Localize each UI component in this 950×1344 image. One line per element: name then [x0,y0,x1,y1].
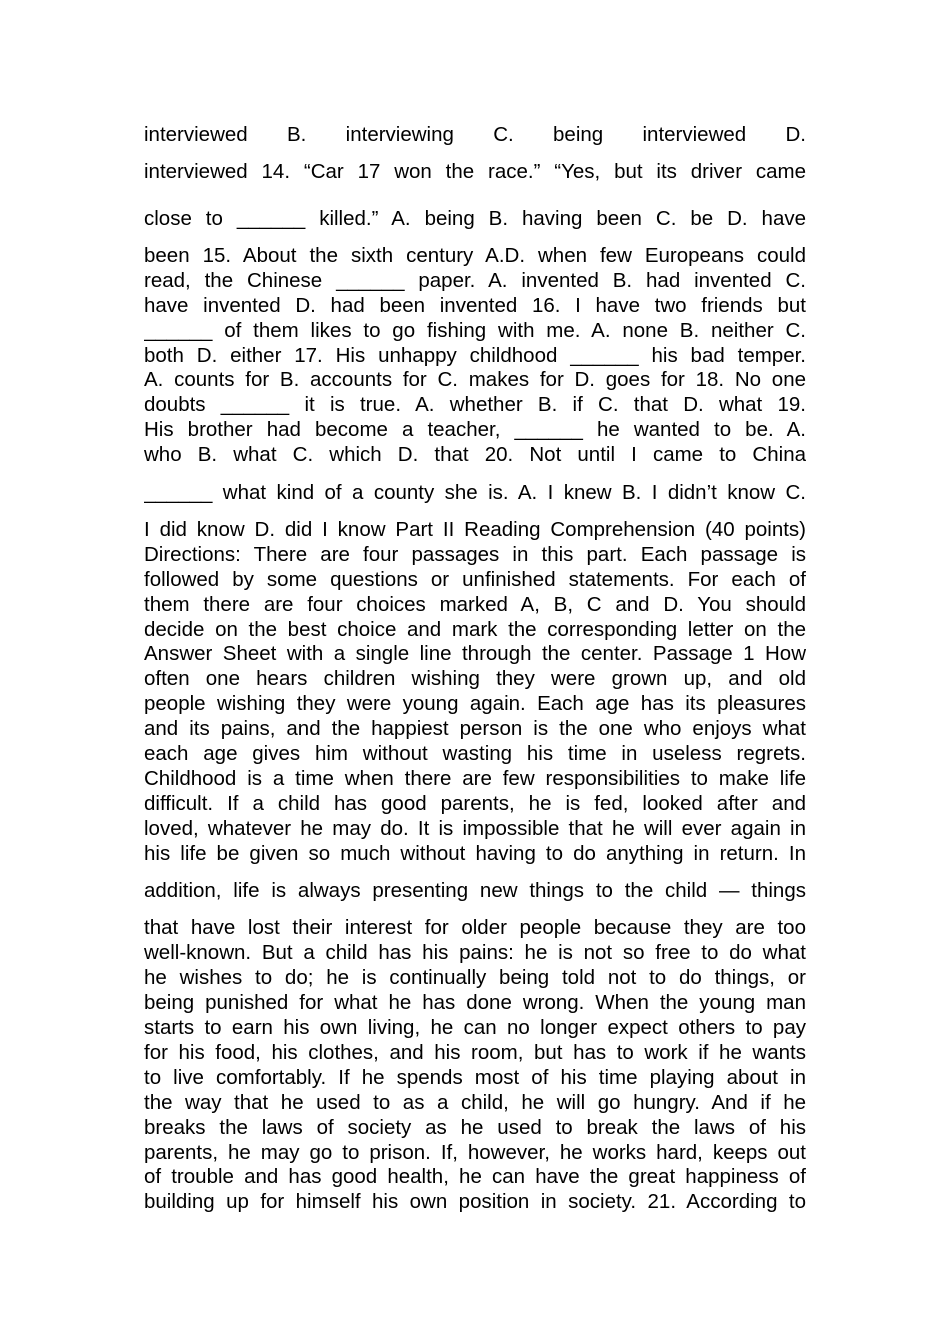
text-line: starts to earn his own living, he can no longer expect others to pay [144,1016,806,1040]
text-line: interviewed 14. “Car 17 won the race.” “Yes, but its driver came [144,160,806,183]
text-line: close to ______ killed.” A. being B. having been C. be D. have [144,207,806,230]
text-line: decide on the best choice and mark the corresponding letter on the [144,617,806,641]
text-line: doubts ______ it is true. A. whether B. if C. that D. what 19. [144,393,806,417]
text-line: building up for himself his own position in society. 21. According to [144,1190,806,1214]
text-line: Answer Sheet with a single line through the center. Passage 1 How [144,642,806,666]
text-line: interviewed B. interviewing C. being interviewed D. [144,123,806,146]
text-line: loved, whatever he may do. It is impossible that he will ever again in [144,816,806,840]
text-line: the way that he used to as a child, he will go hungry. And if he [144,1090,806,1114]
text-line: for his food, his clothes, and his room, but has to work if he wants [144,1040,806,1064]
text-line: often one hears children wishing they were grown up, and old [144,667,806,691]
text-line: both D. either 17. His unhappy childhood ______ his bad temper. [144,343,806,367]
text-line: he wishes to do; he is continually being told not to do things, or [144,966,806,990]
text-line: Childhood is a time when there are few responsibilities to make life [144,766,806,790]
text-line: been 15. About the sixth century A.D. when few Europeans could [144,244,806,267]
text-line: being punished for what he has done wrong. When the young man [144,991,806,1015]
text-line: breaks the laws of society as he used to break the laws of his [144,1115,806,1139]
text-line: addition, life is always presenting new things to the child — things [144,879,806,903]
text-line: difficult. If a child has good parents, he is fed, looked after and [144,791,806,815]
document-body [144,120,806,1215]
text-line: have invented D. had been invented 16. I have two friends but [144,293,806,317]
text-line: well-known. But a child has his pains: he is not so free to do what [144,941,806,965]
text-line: followed by some questions or unfinished statements. For each of [144,567,806,591]
text-line: of trouble and has good health, he can have the great happiness of [144,1165,806,1189]
text-line: I did know D. did I know Part II Reading Comprehension (40 points) [144,518,806,542]
text-line: his life be given so much without having to do anything in return. In [144,841,806,865]
text-line: Directions: There are four passages in this part. Each passage is [144,542,806,566]
text-line: each age gives him without wasting his time in useless regrets. [144,742,806,766]
text-line: who B. what C. which D. that 20. Not until I came to China [144,443,806,467]
text-line: people wishing they were young again. Each age has its pleasures [144,692,806,716]
text-line: ______ what kind of a county she is. A. I knew B. I didn’t know C. [144,481,806,505]
text-line: parents, he may go to prison. If, however, he works hard, keeps out [144,1140,806,1164]
text-line: read, the Chinese ______ paper. A. invented B. had invented C. [144,268,806,292]
text-line: and its pains, and the happiest person is the one who enjoys what [144,717,806,741]
text-line: His brother had become a teacher, ______ he wanted to be. A. [144,418,806,442]
text-line: that have lost their interest for older people because they are too [144,916,806,940]
text-line: ______ of them likes to go fishing with me. A. none B. neither C. [144,318,806,342]
text-line: them there are four choices marked A, B, C and D. You should [144,592,806,616]
text-line: to live comfortably. If he spends most of his time playing about in [144,1065,806,1089]
text-line: A. counts for B. accounts for C. makes for D. goes for 18. No one [144,368,806,392]
